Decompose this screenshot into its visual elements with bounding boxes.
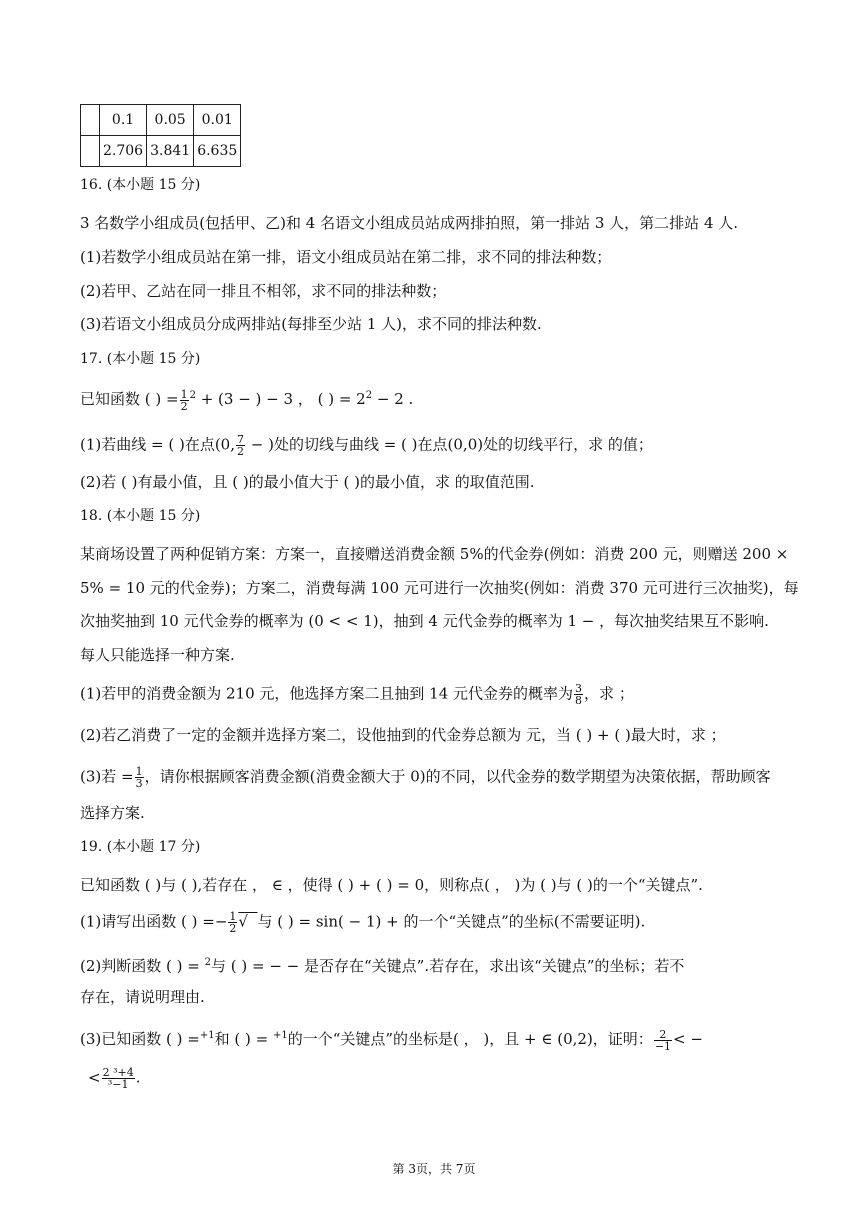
fraction-one-half (180, 389, 189, 412)
q19-stem: 已知函数 ( )与 ( ),若存在 ， ∈ ，使得 ( ) + ( ) = 0，则称点( ， )为 ( )与 ( )的一个“关键点”. (80, 876, 703, 894)
q16-part2: (2)若甲、乙站在同一排且不相邻，求不同的排法种数； (80, 282, 447, 300)
table-cell: 0.01 (194, 105, 241, 136)
page-footer: 第 3页，共 7页 (392, 1162, 476, 1176)
table-cell (81, 136, 100, 167)
q19-part2-text-b: 与 ( ) = − − 是否存在“关键点”.若存在，求出该“关键点”的坐标；若不 (210, 957, 685, 975)
denominator: −1 (654, 1039, 672, 1053)
exponent: 2 (204, 957, 211, 968)
q18-heading: 18. (本小题 15 分) (80, 508, 201, 524)
q17-part2: (2)若 ( )有最小值，且 ( )的最小值大于 ( )的最小值，求 的取值范围. (80, 473, 535, 491)
exponent: 2 (365, 390, 373, 401)
table-cell (81, 105, 100, 136)
q18-line2: 5% = 10 元的代金券)；方案二，消费每满 100 元可进行一次抽奖(例如：消费 370 元可进行三次抽奖)，每 (80, 579, 799, 597)
sqrt-symbol: √ (238, 912, 258, 931)
q19-part3-cont (88, 1067, 140, 1090)
q18-part1-text-a: (1)若甲的消费金额为 210 元，他选择方案二且抽到 14 元代金券的概率为 (80, 684, 574, 703)
q16-heading: 16. (本小题 15 分) (80, 177, 201, 193)
q19-part3-text-d: < − (673, 1030, 703, 1048)
q17-stem-text-b: + (3 − ) − 3 ， ( ) = 2 (195, 390, 366, 408)
fraction-one-third (135, 766, 144, 789)
denominator: ³−1 (107, 1078, 129, 1091)
q18-part2: (2)若乙消费了一定的金额并选择方案二，设他抽到的代金券总额为 元，当 ( ) + ( )最大时，求 ； (80, 726, 726, 744)
q17-part1 (80, 434, 653, 457)
q19-part3-text-f: . (135, 1068, 141, 1087)
q16-part3: (3)若语文小组成员分成两排站(每排至少站 1 人)，求不同的排法种数. (80, 315, 542, 333)
fraction-seven-half (236, 434, 245, 457)
q18-part1 (80, 683, 634, 706)
exponent: +1 (199, 1030, 215, 1041)
denominator: 2 (237, 445, 244, 458)
q18-line3: 次抽奖抽到 10 元代金券的概率为 (0 < < 1)，抽到 4 元代金券的概率为 1 − ，每次抽奖结果互不影响. (80, 612, 769, 630)
q19-part3-text-b: 和 ( ) = (214, 1030, 273, 1048)
table-cell: 0.05 (147, 105, 194, 136)
q19-heading: 19. (本小题 17 分) (80, 839, 201, 855)
numerator: 1 (229, 910, 237, 923)
table-cell: 6.635 (194, 136, 241, 167)
table-cell: 2.706 (100, 136, 147, 167)
fraction-two-over (654, 1029, 672, 1052)
fraction-one-half (228, 911, 237, 934)
exponent: 2 (189, 390, 196, 401)
q19-part3-text-a: (3)已知函数 ( ) = (80, 1030, 200, 1048)
q18-line4: 每人只能选择一种方案. (80, 646, 235, 664)
q17-part1-text-b: − )处的切线与曲线 = ( )在点(0,0)处的切线平行，求 的值； (246, 435, 653, 454)
q19-part2 (80, 953, 684, 976)
numerator: 1 (135, 765, 143, 778)
denominator: 2 (229, 922, 237, 935)
q19-part1-text-b: 与 ( ) = sin( − 1) + 的一个“关键点”的坐标(不需要证明). (257, 912, 646, 931)
exponent: +1 (272, 1030, 288, 1041)
q18-line1: 某商场设置了两种促销方案：方案一，直接赠送消费金额 5%的代金券(例如：消费 200 元，则赠送 200 × (80, 545, 789, 563)
denominator: 8 (575, 694, 583, 707)
q17-part1-text-a: (1)若曲线 = ( )在点(0, (80, 435, 235, 454)
q19-part3-text-c: 的一个“关键点”的坐标是( ， )，且 + ∈ (0,2)，证明： (287, 1030, 653, 1048)
q19-part1 (80, 911, 645, 934)
numerator: 3 (575, 682, 583, 695)
q18-part3-text-a: (3)若 = (80, 767, 134, 786)
table-row (81, 136, 241, 167)
denominator: 2 (180, 399, 188, 413)
q19-part2-text-a: (2)判断函数 ( ) = (80, 957, 205, 975)
q17-heading: 17. (本小题 15 分) (80, 351, 201, 367)
critical-value-table (80, 104, 241, 167)
denominator: 3 (135, 777, 143, 790)
fraction-final (102, 1067, 135, 1090)
q19-part1-text-a: (1)请写出函数 ( ) =− (80, 912, 228, 931)
q18-part1-text-b: ，求 ； (584, 684, 634, 703)
table-cell: 0.1 (100, 105, 147, 136)
numerator: 7 (237, 433, 244, 446)
q17-stem (80, 386, 413, 412)
q19-part3 (80, 1026, 703, 1052)
fraction-three-eighths (574, 683, 583, 706)
q16-stem: 3 名数学小组成员(包括甲、乙)和 4 名语文小组成员站成两排拍照，第一排站 3 人，第二排站 4 人. (80, 214, 739, 232)
q18-part3-cont: 选择方案. (80, 804, 145, 822)
q16-part1: (1)若数学小组成员站在第一排，语文小组成员站在第二排，求不同的排法种数； (80, 248, 612, 266)
q19-part3-text-e: < (88, 1068, 101, 1087)
q18-part3-text-b: ，请你根据顾客消费金额(消费金额大于 0)的不同，以代金券的数学期望为决策依据，帮助顾客 (144, 767, 771, 786)
q19-part2-cont: 存在，请说明理由. (80, 988, 205, 1006)
q18-part3 (80, 766, 771, 789)
table-cell: 3.841 (147, 136, 194, 167)
table-row (81, 105, 241, 136)
numerator: 2 (654, 1029, 672, 1041)
q17-stem-text-c: − 2 . (372, 390, 414, 408)
numerator: 2 ³+4 (102, 1066, 134, 1079)
numerator: 1 (180, 387, 188, 401)
q17-stem-text-a: 已知函数 ( ) = (80, 390, 179, 408)
